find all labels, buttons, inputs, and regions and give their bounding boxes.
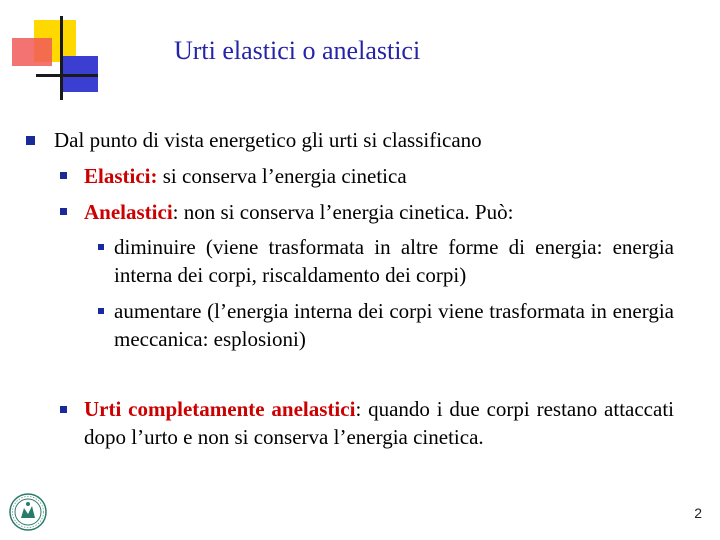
inelastic-term: Anelastici bbox=[84, 200, 173, 224]
elastic-term: Elastici: bbox=[84, 164, 158, 188]
intro-text: Dal punto di vista energetico gli urti si classificano bbox=[54, 128, 482, 152]
bullet-icon bbox=[60, 208, 67, 215]
inelastic-text: : non si conserva l’energia cinetica. Può: bbox=[172, 200, 514, 224]
slide-title: Urti elastici o anelastici bbox=[174, 36, 421, 65]
sub-item-diminuire: diminuire (viene trasformata in altre forme di energia: energia interna dei corpi, riscaldamento dei corpi) bbox=[114, 235, 674, 287]
bullet-icon bbox=[98, 244, 104, 250]
decor-vertical-line bbox=[60, 16, 63, 100]
complete-text: : quando i due corpi restano attaccati dopo l’urto e non si conserva l’energia cinetica. bbox=[84, 397, 674, 449]
bullet-icon bbox=[60, 406, 67, 413]
complete-item bbox=[84, 395, 674, 451]
complete-term: Urti completamente anelastici bbox=[84, 397, 356, 421]
sub-item-aumentare: aumentare (l’energia interna dei corpi viene trasformata in energia meccanica: esplosioni) bbox=[114, 299, 674, 351]
bullet-icon bbox=[26, 136, 35, 145]
decor-horizontal-line bbox=[36, 74, 98, 77]
bullet-icon bbox=[60, 172, 67, 179]
elastic-item bbox=[84, 162, 674, 190]
inelastic-item bbox=[84, 198, 674, 226]
decor-red-rectangle bbox=[12, 38, 52, 66]
page-number: 2 bbox=[694, 505, 702, 521]
elastic-text: si conserva l’energia cinetica bbox=[157, 164, 407, 188]
university-seal-icon bbox=[8, 492, 48, 532]
bullet-icon bbox=[98, 308, 104, 314]
